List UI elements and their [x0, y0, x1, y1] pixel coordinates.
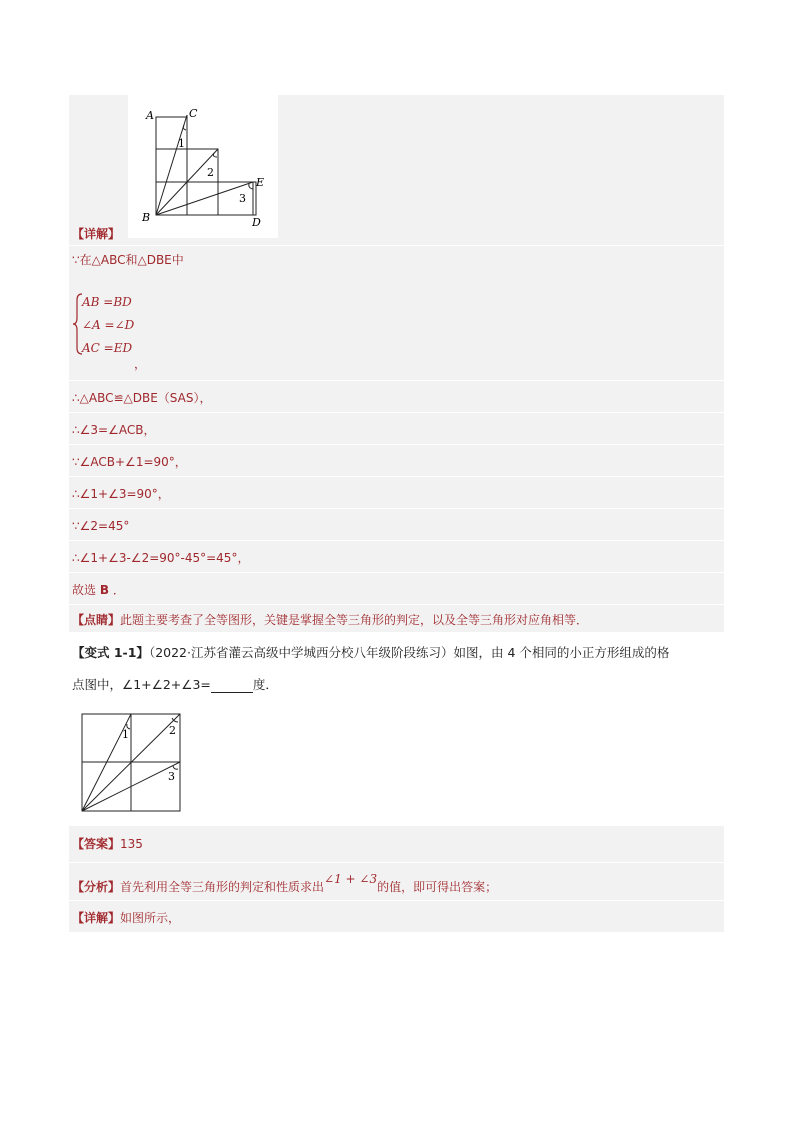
- figure-square-grid: [80, 712, 184, 814]
- comment-label: 【点睛】: [72, 613, 121, 627]
- divider: [69, 604, 724, 605]
- label-e: E: [256, 176, 265, 189]
- figure-2-svg: [80, 712, 184, 814]
- angle-1-label: 1: [178, 137, 185, 150]
- variant-question-suffix: 度．: [252, 677, 278, 692]
- angle-1-label: 1: [122, 728, 129, 741]
- variant-question-line-2: [72, 677, 278, 693]
- divider: [69, 444, 724, 445]
- variant-label: 【变式 1-1】: [72, 645, 149, 660]
- angle-2-label: 2: [207, 166, 214, 179]
- conclusion-choice: B: [99, 583, 109, 597]
- equation-3: AC =ED: [82, 341, 133, 355]
- detail2-label: 【详解】: [72, 911, 121, 925]
- divider: [69, 572, 724, 573]
- label-d: D: [252, 216, 261, 229]
- comment-row: [72, 612, 588, 628]
- analysis-text-2: 的值，即可得出答案；: [377, 880, 498, 894]
- detail-label: 【详解】: [72, 227, 121, 241]
- system-comma: ，: [134, 357, 147, 371]
- divider: [69, 412, 724, 413]
- variant-source: （2022·江苏省灌云高级中学城西分校八年级阶段练习）: [148, 645, 454, 660]
- detail-line-2: ∴△ABC≌△DBE（SAS），: [72, 391, 212, 405]
- detail-line-6: ∵∠2=45°: [72, 519, 130, 533]
- detail-line-1: ∵在△ABC和△DBE中: [72, 253, 184, 267]
- analysis-math: ∠1 + ∠3: [324, 872, 378, 886]
- detail-line-5: ∴∠1+∠3=90°，: [72, 487, 170, 501]
- analysis-text-1: 首先利用全等三角形的判定和性质求出: [120, 880, 325, 894]
- analysis-label: 【分析】: [72, 880, 121, 894]
- detail2-text: 如图所示，: [120, 911, 181, 925]
- divider: [69, 380, 724, 381]
- label-a: A: [146, 109, 154, 122]
- divider: [69, 900, 724, 901]
- detail-line-8: [72, 582, 125, 598]
- conclusion-suffix: ．: [112, 583, 125, 597]
- divider: [69, 540, 724, 541]
- analysis-row: [72, 872, 498, 895]
- divider: [69, 508, 724, 509]
- answer-row: [72, 836, 143, 852]
- figure-grid-triangles: [128, 95, 278, 238]
- angle-3-label: 3: [168, 770, 175, 783]
- equation-1: AB =BD: [82, 295, 132, 309]
- equation-2: ∠A =∠D: [82, 318, 135, 332]
- detail-line-7: ∴∠1+∠3-∠2=90°-45°=45°，: [72, 551, 250, 565]
- angle-2-label: 2: [169, 724, 176, 737]
- answer-value: 135: [120, 837, 143, 851]
- detail-line-4: ∵∠ACB+∠1=90°，: [72, 455, 187, 469]
- label-c: C: [189, 107, 198, 120]
- variant-question-1: 如图，由 4 个相同的小正方形组成的格: [453, 645, 670, 660]
- angle-3-label: 3: [239, 192, 246, 205]
- divider: [69, 862, 724, 863]
- variant-question-line-1: [72, 645, 669, 661]
- conclusion-prefix: 故选: [72, 583, 97, 597]
- comment-text: 此题主要考查了全等图形，关键是掌握全等三角形的判定，以及全等三角形对应角相等．: [120, 613, 589, 627]
- answer-label: 【答案】: [72, 837, 121, 851]
- figure-1-svg: [128, 95, 278, 238]
- detail-line-3: ∴∠3=∠ACB，: [72, 423, 156, 437]
- divider: [69, 245, 724, 246]
- divider: [69, 476, 724, 477]
- variant-question-2: 点图中，∠1+∠2+∠3=: [72, 677, 211, 692]
- answer-blank: [211, 680, 253, 693]
- label-b: B: [142, 211, 151, 224]
- detail2-row: [72, 910, 180, 926]
